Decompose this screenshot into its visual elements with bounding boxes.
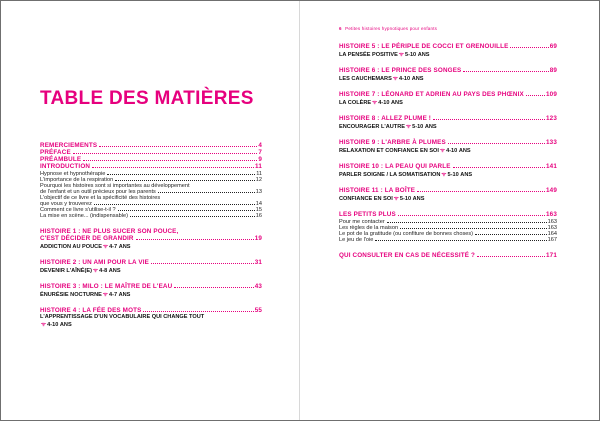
story-theme: LA PENSÉE POSITIVEᯤ5-10 ANS xyxy=(339,52,430,58)
toc-story-3[interactable]: HISTOIRE 3 : MILO : LE MAÎTRE DE L'EAU 43 ÉNURÉSIE NOCTURNEᯤ4-7 ANS xyxy=(40,283,262,298)
toc-story-7[interactable]: HISTOIRE 7 : LÉONARD ET ADRIEN AU PAYS DES PHŒNIX 109 LA COLÈREᯤ4-10 ANS xyxy=(339,91,557,106)
running-header-title: Petites histoires hypnotiques pour enfants xyxy=(345,26,438,31)
toc-entry-gratitude[interactable]: Le pot de la gratitude (ou confiture de bonnes choses) 164 xyxy=(339,231,557,237)
toc-entry-objectif[interactable]: L'objectif de ce livre et la spécificité des histoires que vous y trouverez 14 xyxy=(40,195,262,207)
age-pictogram-icon: ᯤ xyxy=(41,322,47,328)
toc-story-2[interactable]: HISTOIRE 2 : UN AMI POUR LA VIE 31 DEVENIR L'AÎNÉ(E)ᯤ4-8 ANS xyxy=(40,259,262,274)
toc-entry-hypnose[interactable]: Hypnose et hypnothérapie 11 xyxy=(40,171,262,177)
toc-entry-contact[interactable]: Pour me contacter 163 xyxy=(339,219,557,225)
age-pictogram-icon: ᯤ xyxy=(372,100,378,106)
story-theme: RELAXATION ET CONFIANCE EN SOIᯤ4-10 ANS xyxy=(339,148,471,154)
story-theme: LA COLÈREᯤ4-10 ANS xyxy=(339,100,403,106)
toc-entry-mise-en-scene[interactable]: La mise en scène... (indispensable) 16 xyxy=(40,213,262,219)
toc-title: TABLE DES MATIÈRES xyxy=(40,88,254,109)
age-pictogram-icon: ᯤ xyxy=(392,76,398,82)
age-pictogram-icon: ᯤ xyxy=(102,244,109,250)
toc-entry-remerciements[interactable]: REMERCIEMENTS 4 xyxy=(40,142,262,149)
story-theme: CONFIANCE EN SOIᯤ5-10 ANS xyxy=(339,196,425,202)
toc-story-10[interactable]: HISTOIRE 10 : LA PEAU QUI PARLE 141 PARLER SOIGNE / LA SOMATISATIONᯤ5-10 ANS xyxy=(339,163,557,178)
story-theme: LES CAUCHEMARSᯤ4-10 ANS xyxy=(339,76,424,82)
toc-story-8[interactable]: HISTOIRE 8 : ALLEZ PLUME ! 123 ENCOURAGER L'AUTREᯤ5-10 ANS xyxy=(339,115,557,130)
story-theme: L'APPRENTISSAGE D'UN VOCABULAIRE QUI CHANGE TOUT xyxy=(40,314,205,320)
story-theme: PARLER SOIGNE / LA SOMATISATIONᯤ5-10 ANS xyxy=(339,172,473,178)
age-pictogram-icon: ᯤ xyxy=(93,268,99,274)
toc-story-4[interactable]: HISTOIRE 4 : LA FÉE DES MOTS 55 L'APPRENTISSAGE D'UN VOCABULAIRE QUI CHANGE TOUT ᯤ4-10 ANS xyxy=(40,307,262,328)
toc-entry-regles[interactable]: Les règles de la maison 163 xyxy=(339,225,557,231)
story-theme: ADDICTION AU POUCEᯤ4-7 ANS xyxy=(40,244,131,250)
toc-front-matter xyxy=(40,142,262,328)
toc-entry-introduction[interactable]: INTRODUCTION 11 xyxy=(40,163,262,170)
book-spine xyxy=(299,1,300,420)
toc-entry-preface[interactable]: PRÉFACE 7 xyxy=(40,149,262,156)
toc-entry-respiration[interactable]: L'importance de la respiration 12 xyxy=(40,177,262,183)
story-age: ᯤ4-10 ANS xyxy=(41,322,72,328)
toc-entry-preambule[interactable]: PRÉAMBULE 9 xyxy=(40,156,262,163)
toc-entry-jeu-oie[interactable]: Le jeu de l'oie 167 xyxy=(339,237,557,243)
story-theme: DEVENIR L'AÎNÉ(E)ᯤ4-8 ANS xyxy=(40,268,121,274)
toc-story-5[interactable]: HISTOIRE 5 : LE PÉRIPLE DE COCCI ET GRENOUILLE 69 LA PENSÉE POSITIVEᯤ5-10 ANS xyxy=(339,43,557,58)
age-pictogram-icon: ᯤ xyxy=(439,148,446,154)
story-theme: ÉNURÉSIE NOCTURNEᯤ4-7 ANS xyxy=(40,292,131,298)
right-page xyxy=(339,0,557,421)
age-pictogram-icon: ᯤ xyxy=(441,172,447,178)
age-pictogram-icon: ᯤ xyxy=(398,52,404,58)
toc-entry-histoires-importantes[interactable]: Pourquoi les histoires sont si importantes au développement de l'enfant et un outil précieux pour les parents 13 xyxy=(40,183,262,195)
age-pictogram-icon: ᯤ xyxy=(102,292,108,298)
page-number: 6 xyxy=(339,26,342,31)
toc-entry-petits-plus[interactable]: LES PETITS PLUS 163 xyxy=(339,211,557,218)
age-pictogram-icon: ᯤ xyxy=(393,196,399,202)
toc-story-9[interactable]: HISTOIRE 9 : L'ARBRE À PLUMES 133 RELAXATION ET CONFIANCE EN SOIᯤ4-10 ANS xyxy=(339,139,557,154)
story-theme: ENCOURAGER L'AUTREᯤ5-10 ANS xyxy=(339,124,437,130)
age-pictogram-icon: ᯤ xyxy=(405,124,412,130)
toc-story-11[interactable]: HISTOIRE 11 : LA BOÎTE 149 CONFIANCE EN SOIᯤ5-10 ANS xyxy=(339,187,557,202)
toc-story-1[interactable]: HISTOIRE 1 : NE PLUS SUCER SON POUCE, C'EST DÉCIDER DE GRANDIR 19 ADDICTION AU POUCEᯤ4-7 ANS xyxy=(40,228,262,250)
toc-entry-qui-consulter[interactable]: QUI CONSULTER EN CAS DE NÉCESSITÉ ? 171 xyxy=(339,252,557,259)
toc-story-6[interactable]: HISTOIRE 6 : LE PRINCE DES SONGES 89 LES CAUCHEMARSᯤ4-10 ANS xyxy=(339,67,557,82)
left-page xyxy=(40,0,262,421)
toc-entry-comment[interactable]: Comment ce livre s'utilise-t-il ? 15 xyxy=(40,207,262,213)
toc-stories-continued xyxy=(339,43,557,259)
running-header xyxy=(339,26,437,31)
